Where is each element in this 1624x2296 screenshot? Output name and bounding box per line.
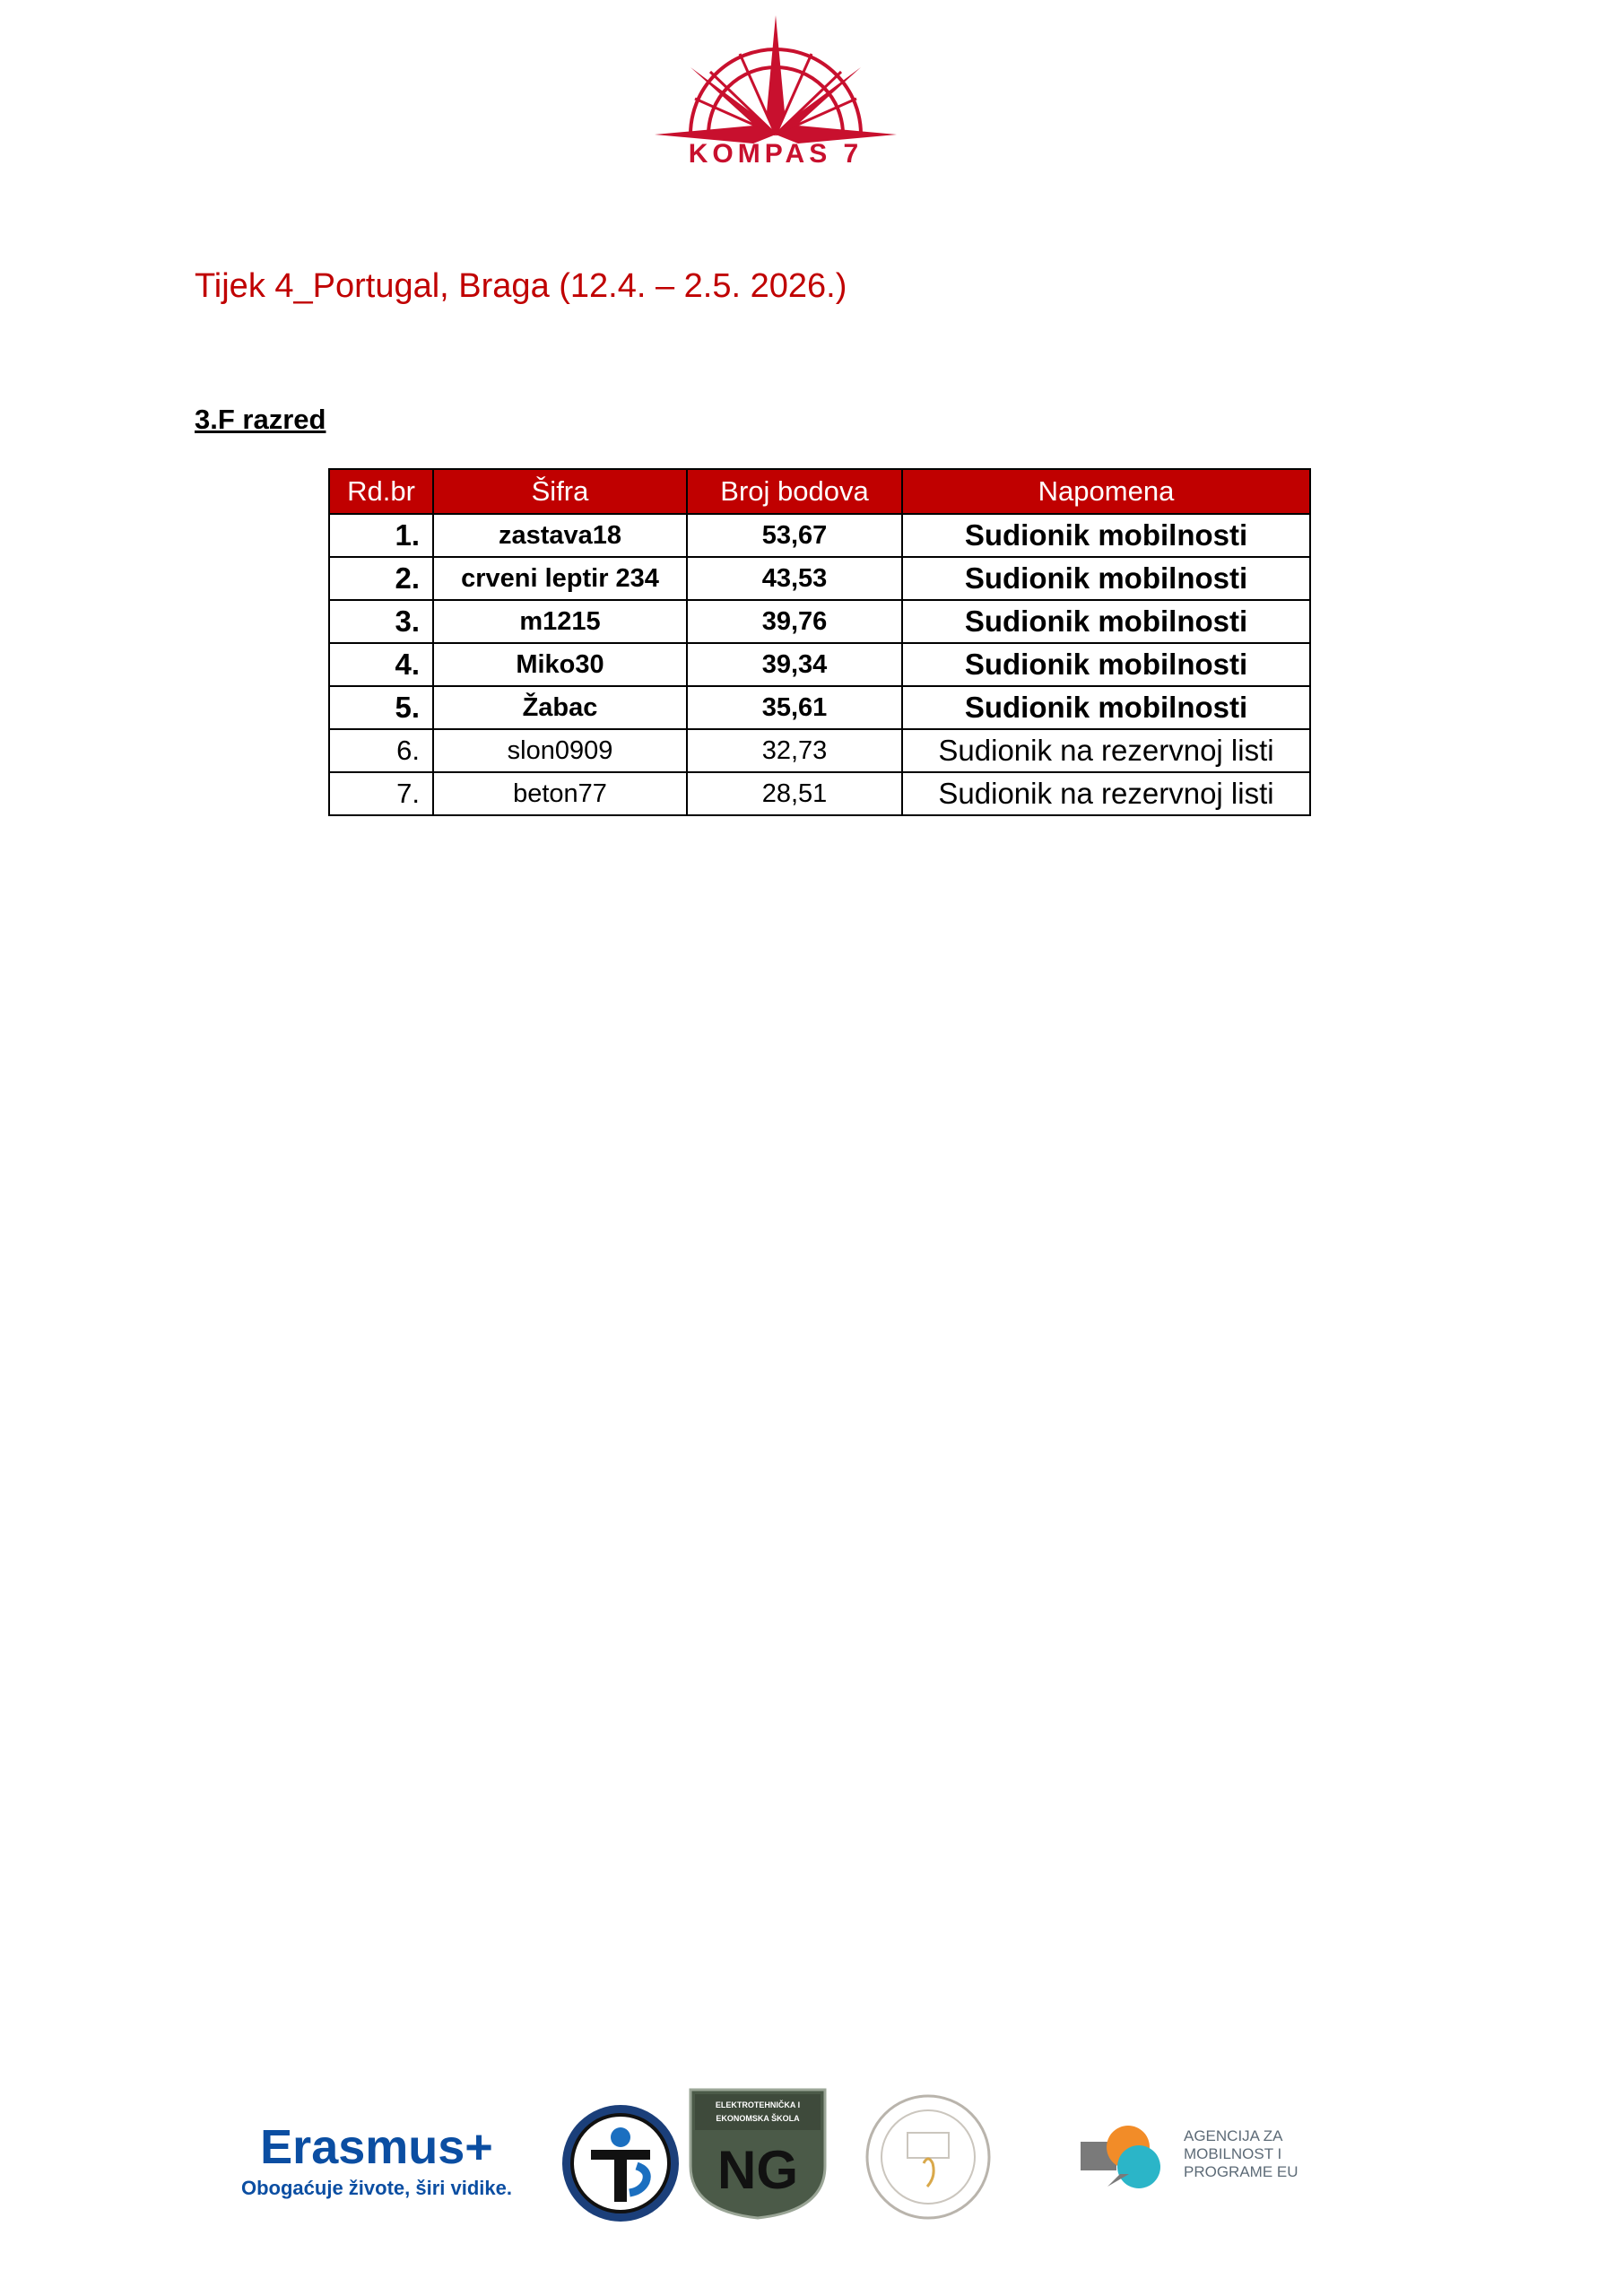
cell-points: 35,61: [687, 686, 902, 729]
cell-code: beton77: [433, 772, 687, 815]
column-header-rb: Rd.br: [329, 469, 433, 514]
erasmus-title: Erasmus+: [260, 2120, 493, 2174]
results-table: [328, 468, 1311, 816]
ts-school-logo: [560, 2103, 682, 2224]
cell-note: Sudionik mobilnosti: [902, 686, 1310, 729]
logo-wordmark: KOMPAS 7: [688, 139, 864, 169]
cell-points: 28,51: [687, 772, 902, 815]
cell-note: Sudionik na rezervnoj listi: [902, 729, 1310, 772]
agency-speech-bubbles-icon: [1076, 2117, 1184, 2206]
cell-points: 39,34: [687, 643, 902, 686]
school-seal-icon: [861, 2090, 995, 2224]
cell-rb: 6.: [329, 729, 433, 772]
column-header-code: Šifra: [433, 469, 687, 514]
cell-rb: 7.: [329, 772, 433, 815]
cell-rb: 3.: [329, 600, 433, 643]
cell-code: m1215: [433, 600, 687, 643]
table-row: [329, 729, 1310, 772]
cell-note: Sudionik mobilnosti: [902, 643, 1310, 686]
compass-star-icon: [655, 13, 897, 148]
erasmus-logo: [224, 2121, 529, 2200]
cell-rb: 2.: [329, 557, 433, 600]
table-row: [329, 686, 1310, 729]
dubrovnik-school-logo: [861, 2090, 995, 2224]
erasmus-subtitle: Obogaćuje živote, širi vidike.: [241, 2177, 512, 2199]
kompas-logo: [655, 13, 897, 184]
cell-points: 32,73: [687, 729, 902, 772]
cell-points: 53,67: [687, 514, 902, 557]
cell-code: Miko30: [433, 643, 687, 686]
cell-note: Sudionik mobilnosti: [902, 557, 1310, 600]
agency-text-line: PROGRAME EU: [1184, 2163, 1298, 2180]
agency-logo: [1076, 2117, 1309, 2206]
column-header-note: Napomena: [902, 469, 1310, 514]
cell-points: 39,76: [687, 600, 902, 643]
table-row: [329, 643, 1310, 686]
cell-note: Sudionik mobilnosti: [902, 600, 1310, 643]
etes-logo-text-line: EKONOMSKA ŠKOLA: [716, 2114, 800, 2123]
cell-note: Sudionik mobilnosti: [902, 514, 1310, 557]
cell-rb: 1.: [329, 514, 433, 557]
cell-rb: 5.: [329, 686, 433, 729]
etes-shield-icon: [686, 2085, 829, 2220]
class-label: 3.F razred: [195, 404, 326, 435]
cell-code: slon0909: [433, 729, 687, 772]
agency-text-line: MOBILNOST I: [1184, 2145, 1282, 2162]
etes-logo-text-line: ELEKTROTEHNIČKA I: [715, 2100, 801, 2109]
table-header-row: [329, 469, 1310, 514]
table-row: [329, 600, 1310, 643]
cell-code: crveni leptir 234: [433, 557, 687, 600]
agency-text-line: AGENCIJA ZA: [1184, 2127, 1283, 2144]
table-row: [329, 514, 1310, 557]
cell-code: zastava18: [433, 514, 687, 557]
etes-school-logo: [686, 2085, 829, 2220]
footer-logos: [0, 2081, 1624, 2224]
cell-code: Žabac: [433, 686, 687, 729]
page-title: Tijek 4_Portugal, Braga (12.4. – 2.5. 2026.): [195, 267, 847, 305]
cell-points: 43,53: [687, 557, 902, 600]
column-header-points: Broj bodova: [687, 469, 902, 514]
table-row: [329, 557, 1310, 600]
ts-emblem-icon: [560, 2103, 682, 2224]
cell-rb: 4.: [329, 643, 433, 686]
table-row: [329, 772, 1310, 815]
etes-initials: NG: [717, 2140, 798, 2200]
agency-text: [1184, 2127, 1298, 2181]
cell-note: Sudionik na rezervnoj listi: [902, 772, 1310, 815]
